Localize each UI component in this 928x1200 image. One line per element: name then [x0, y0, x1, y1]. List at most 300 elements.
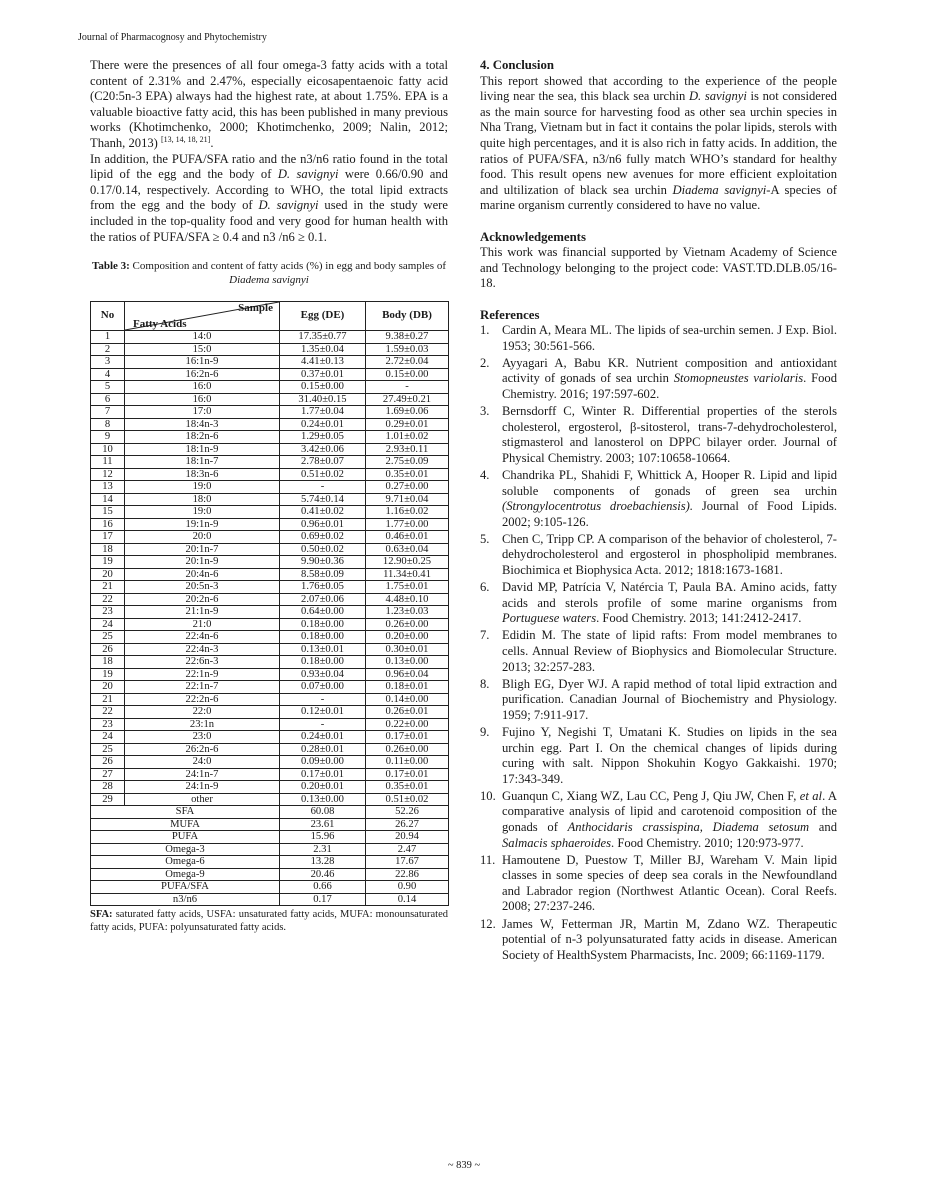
row-no: 1	[91, 331, 125, 344]
row-no: 12	[91, 468, 125, 481]
row-egg-value: -	[280, 481, 366, 494]
summary-egg-value: 13.28	[280, 856, 366, 869]
paragraph-ratios-text-c: used in the study were included in the top-quality food and very good for human health with the ratios of PUFA/SFA ≥ 0.4 and n3 /n6 ≥ 0.1.	[90, 198, 448, 244]
citation-superscript: [13, 14, 18, 21]	[161, 134, 211, 144]
summary-egg-value: 23.61	[280, 818, 366, 831]
reference-italic: Anthocidaris crassispina, Diadema setosum	[567, 820, 810, 834]
row-body-value: 0.96±0.04	[366, 668, 449, 681]
table-row	[91, 618, 449, 631]
row-no: 4	[91, 368, 125, 381]
reference-item	[480, 628, 837, 675]
row-no: 9	[91, 431, 125, 444]
row-egg-value: 0.64±0.00	[280, 606, 366, 619]
row-body-value: 0.14±0.00	[366, 693, 449, 706]
row-fatty-acid: 22:1n-9	[125, 668, 280, 681]
row-egg-value: 0.18±0.00	[280, 631, 366, 644]
reference-number: 10.	[480, 788, 496, 803]
reference-text	[502, 789, 837, 851]
row-egg-value: 4.41±0.13	[280, 356, 366, 369]
summary-row	[91, 831, 449, 844]
footnote-text: saturated fatty acids, USFA: unsaturated fatty acids, MUFA: monounsaturated fatty acids, PUFA: polyunsaturated fatty acids.	[90, 909, 448, 934]
table-body	[91, 331, 449, 906]
reference-text	[502, 532, 837, 579]
summary-row	[91, 893, 449, 906]
row-body-value: 1.77±0.00	[366, 518, 449, 531]
reference-italic: (Strongylocentrotus droebachiensis).	[502, 499, 694, 514]
header-body: Body (DB)	[366, 302, 449, 331]
row-fatty-acid: 19:0	[125, 481, 280, 494]
row-body-value: -	[366, 381, 449, 394]
reference-segment: Journal of Food Lipids. 2002; 9:105-126.	[502, 499, 837, 529]
row-no: 14	[91, 493, 125, 506]
row-fatty-acid: 22:4n-3	[125, 643, 280, 656]
row-body-value: 0.35±0.01	[366, 781, 449, 794]
paragraph-omega3-end: .	[210, 135, 214, 150]
reference-text	[502, 323, 837, 354]
reference-text	[502, 628, 837, 675]
row-no: 25	[91, 743, 125, 756]
row-body-value: 27.49±0.21	[366, 393, 449, 406]
table-row	[91, 556, 449, 569]
row-no: 28	[91, 781, 125, 794]
table-row	[91, 693, 449, 706]
reference-item	[480, 580, 837, 627]
reference-text	[502, 468, 837, 530]
summary-egg-value: 60.08	[280, 806, 366, 819]
row-egg-value: 8.58±0.09	[280, 568, 366, 581]
species-name: D. savignyi	[688, 89, 747, 104]
row-body-value: 0.17±0.01	[366, 731, 449, 744]
row-egg-value: 0.09±0.00	[280, 756, 366, 769]
row-body-value: 1.23±0.03	[366, 606, 449, 619]
row-no: 22	[91, 593, 125, 606]
row-egg-value: 0.15±0.00	[280, 381, 366, 394]
reference-segment: Ayyagari A, Babu KR. Nutrient composition and antioxidant activity of gonads of sea urchin	[502, 355, 837, 386]
reference-segment: . Food Chemistry. 2010; 120:973-977.	[611, 835, 804, 850]
reference-text	[502, 853, 837, 915]
row-body-value: 0.13±0.00	[366, 656, 449, 669]
row-fatty-acid: 22:0	[125, 706, 280, 719]
row-fatty-acid: 18:1n-7	[125, 456, 280, 469]
table-row	[91, 443, 449, 456]
reference-segment: Bligh EG, Dyer WJ. A rapid method of total lipid extraction and purification. Canadian Journal of Biochemistry and Physiology. 1959; 7:911-917.	[502, 676, 837, 722]
row-egg-value: -	[280, 693, 366, 706]
row-egg-value: -	[280, 718, 366, 731]
row-fatty-acid: 18:4n-3	[125, 418, 280, 431]
reference-item	[480, 404, 837, 466]
conclusion-text-a: This report showed that according to the experience of the people living near the sea, this black sea urchin	[480, 73, 837, 104]
row-no: 26	[91, 756, 125, 769]
reference-italic: Portuguese waters	[502, 611, 597, 626]
row-egg-value: 0.18±0.00	[280, 618, 366, 631]
row-fatty-acid: 21:1n-9	[125, 606, 280, 619]
row-fatty-acid: 22:1n-7	[125, 681, 280, 694]
row-fatty-acid: 16:0	[125, 381, 280, 394]
row-fatty-acid: 20:0	[125, 531, 280, 544]
paragraph-ratios	[90, 152, 448, 246]
row-body-value: 2.75±0.09	[366, 456, 449, 469]
reference-item	[480, 789, 837, 851]
paragraph-omega3-text: There were the presences of all four omega-3 fatty acids with a total content of 2.31% and 2.47%, especially eicosapentaenoic fatty acid (C20:5n-3 EPA) always had the highest rate, at about 1.75%. EPA is a valuable bioactive fatty acid, this has been published in many previous works (Khotimchenko, 2000; Khotimchenko, 2009; Nalin, 2012; Thanh, 2013)	[90, 58, 448, 150]
table-caption-species: Diadema savignyi	[229, 274, 309, 287]
summary-body-value: 0.90	[366, 881, 449, 894]
row-body-value: 1.16±0.02	[366, 506, 449, 519]
table-row	[91, 456, 449, 469]
row-egg-value: 0.28±0.01	[280, 743, 366, 756]
row-no: 8	[91, 418, 125, 431]
table-row	[91, 643, 449, 656]
row-egg-value: 0.51±0.02	[280, 468, 366, 481]
row-no: 17	[91, 531, 125, 544]
summary-body-value: 2.47	[366, 843, 449, 856]
row-no: 24	[91, 618, 125, 631]
row-no: 25	[91, 631, 125, 644]
row-fatty-acid: 18:1n-9	[125, 443, 280, 456]
summary-label: SFA	[91, 806, 280, 819]
row-no: 19	[91, 668, 125, 681]
summary-body-value: 52.26	[366, 806, 449, 819]
row-egg-value: 1.77±0.04	[280, 406, 366, 419]
reference-text	[502, 356, 837, 403]
row-no: 15	[91, 506, 125, 519]
reference-italic: et al	[799, 788, 823, 803]
row-egg-value: 0.17±0.01	[280, 768, 366, 781]
table-row	[91, 756, 449, 769]
summary-body-value: 22.86	[366, 868, 449, 881]
row-fatty-acid: 24:0	[125, 756, 280, 769]
row-fatty-acid: 24:1n-9	[125, 781, 280, 794]
summary-row	[91, 818, 449, 831]
summary-label: n3/n6	[91, 893, 280, 906]
table-row	[91, 581, 449, 594]
table-caption-label: Table 3:	[92, 260, 130, 273]
reference-text	[502, 725, 837, 787]
row-body-value: 0.30±0.01	[366, 643, 449, 656]
row-egg-value: 0.13±0.00	[280, 793, 366, 806]
acknowledgements-text: This work was financial supported by Vietnam Academy of Science and Technology belonging to the project code: VAST.TD.DLB.05/16-18.	[480, 245, 837, 291]
reference-text	[502, 677, 837, 724]
row-body-value: 9.38±0.27	[366, 331, 449, 344]
row-no: 18	[91, 656, 125, 669]
paragraph-omega3	[90, 58, 448, 152]
table-caption-text: Composition and content of fatty acids (%) in egg and body samples of	[129, 260, 446, 273]
row-body-value: 1.59±0.03	[366, 343, 449, 356]
reference-segment: David MP, Patrícia V, Natércia T, Paula BA. Amino acids, fatty acids and sterols profile of some marine organisms from	[502, 580, 837, 610]
row-body-value: 0.51±0.02	[366, 793, 449, 806]
row-fatty-acid: other	[125, 793, 280, 806]
row-egg-value: 0.69±0.02	[280, 531, 366, 544]
summary-label: Omega-6	[91, 856, 280, 869]
row-egg-value: 0.18±0.00	[280, 656, 366, 669]
conclusion-paragraph	[480, 74, 837, 214]
table-row	[91, 531, 449, 544]
row-fatty-acid: 23:1n	[125, 718, 280, 731]
reference-number: 7.	[480, 628, 490, 643]
row-fatty-acid: 21:0	[125, 618, 280, 631]
row-no: 22	[91, 706, 125, 719]
reference-number: 2.	[480, 355, 490, 370]
references-heading: References	[480, 307, 540, 322]
row-egg-value: 1.76±0.05	[280, 581, 366, 594]
reference-item	[480, 468, 837, 530]
row-body-value: 12.90±0.25	[366, 556, 449, 569]
reference-number: 11.	[480, 852, 496, 867]
row-egg-value: 2.07±0.06	[280, 593, 366, 606]
table-row	[91, 718, 449, 731]
summary-egg-value: 15.96	[280, 831, 366, 844]
summary-egg-value: 0.17	[280, 893, 366, 906]
row-egg-value: 0.13±0.01	[280, 643, 366, 656]
table-row	[91, 781, 449, 794]
row-body-value: 0.20±0.00	[366, 631, 449, 644]
table-row	[91, 706, 449, 719]
row-no: 27	[91, 768, 125, 781]
row-fatty-acid: 23:0	[125, 731, 280, 744]
row-body-value: 0.11±0.00	[366, 756, 449, 769]
row-fatty-acid: 16:1n-9	[125, 356, 280, 369]
table-row	[91, 493, 449, 506]
reference-number: 6.	[480, 580, 490, 595]
table-footnote	[90, 908, 448, 934]
table-row	[91, 656, 449, 669]
row-no: 11	[91, 456, 125, 469]
row-no: 3	[91, 356, 125, 369]
species-name: Diadema savignyi	[672, 182, 767, 197]
row-body-value: 0.15±0.00	[366, 368, 449, 381]
summary-body-value: 20.94	[366, 831, 449, 844]
reference-item	[480, 323, 837, 354]
row-fatty-acid: 20:4n-6	[125, 568, 280, 581]
conclusion-text-c: -A species of marine organism currently considered to have no value.	[480, 182, 837, 213]
row-no: 21	[91, 581, 125, 594]
row-no: 7	[91, 406, 125, 419]
table-row	[91, 668, 449, 681]
page-number: ~ 839 ~	[447, 1160, 481, 1171]
summary-body-value: 17.67	[366, 856, 449, 869]
header-sample: Sample	[238, 302, 273, 315]
reference-number: 5.	[480, 531, 490, 546]
row-body-value: 0.22±0.00	[366, 718, 449, 731]
header-sample-fatty-acids	[125, 302, 280, 331]
table-row	[91, 381, 449, 394]
table-row	[91, 431, 449, 444]
species-name: D. savignyi	[277, 167, 339, 182]
row-fatty-acid: 24:1n-7	[125, 768, 280, 781]
row-body-value: 0.35±0.01	[366, 468, 449, 481]
row-no: 13	[91, 481, 125, 494]
row-no: 5	[91, 381, 125, 394]
reference-italic: Salmacis sphaeroides	[502, 835, 612, 850]
fatty-acids-table	[90, 301, 449, 906]
row-no: 23	[91, 606, 125, 619]
row-no: 24	[91, 731, 125, 744]
right-column	[480, 58, 837, 965]
row-egg-value: 1.29±0.05	[280, 431, 366, 444]
reference-segment: Hamoutene D, Puestow T, Miller BJ, Wareham V. Main lipid classes in some species of deep sea corals in the Newfoundland and Labrador region (Northwest Atlantic Ocean). Coral Reefs. 2008; 27:237-246.	[502, 852, 837, 914]
table-row	[91, 468, 449, 481]
reference-segment: Chen C, Tripp CP. A comparison of the behavior of cholesterol, 7- dehydrocholesterol and ergosterol in phospholipid membranes. Biochimica et Biophysica Acta. 2012; 1818:1673-1681.	[502, 531, 837, 577]
table-row	[91, 606, 449, 619]
reference-segment: Bernsdorff C, Winter R. Differential properties of the sterols cholesterol, ergosterol, β-sitosterol, trans-7-dehydrocholesterol, stigmasterol and lanosterol on DPPC bilayer order. Journal of Physical Chemistry. 2003; 107:10658-10664.	[502, 404, 837, 465]
row-no: 21	[91, 693, 125, 706]
row-body-value: 4.48±0.10	[366, 593, 449, 606]
reference-segment: Chandrika PL, Shahidi F, Whittick A, Hooper R. Lipid and lipid soluble components of gonads of green sea urchin	[502, 467, 837, 498]
table-row	[91, 406, 449, 419]
conclusion-text-b: is not considered as the main source for harvesting food as other sea urchin species in Nha Trang, Vietnam but in fact it contains the polar lipids, sterols with quite high percentages, and it is also rich in fatty acids. In addition, the ratios of PUFA/SFA, n3/n6 fully match WHO’s standard for healthy food. This result opens new avenues for more efficient exploitation and ultilization of black sea urchin	[480, 89, 837, 197]
table-row	[91, 368, 449, 381]
table-caption	[90, 259, 448, 287]
row-fatty-acid: 20:1n-9	[125, 556, 280, 569]
row-egg-value: 17.35±0.77	[280, 331, 366, 344]
table-header-row	[91, 302, 449, 331]
row-fatty-acid: 19:0	[125, 506, 280, 519]
table-row	[91, 793, 449, 806]
table-row	[91, 743, 449, 756]
row-egg-value: 0.50±0.02	[280, 543, 366, 556]
row-body-value: 0.46±0.01	[366, 531, 449, 544]
reference-item	[480, 917, 837, 964]
row-no: 20	[91, 568, 125, 581]
reference-segment: Fujino Y, Negishi T, Umatani K. Studies on lipids in the sea urchin egg. Part I. On the chemical changes of lipids during curing with salt. Nippon Shokuhin Kogyo Gakkaishi. 1970; 17:343-349.	[502, 724, 837, 786]
row-body-value: 0.26±0.00	[366, 618, 449, 631]
row-body-value: 2.72±0.04	[366, 356, 449, 369]
table-row	[91, 631, 449, 644]
row-no: 23	[91, 718, 125, 731]
reference-segment: Guanqun C, Xiang WZ, Lau CC, Peng J, Qiu JW, Chen F,	[502, 788, 800, 803]
reference-segment: . Food Chemistry. 2016; 197:597-602.	[502, 371, 838, 401]
table-row	[91, 681, 449, 694]
row-egg-value: 0.93±0.04	[280, 668, 366, 681]
summary-label: MUFA	[91, 818, 280, 831]
table-row	[91, 356, 449, 369]
reference-segment: and	[809, 820, 837, 834]
header-fatty-acids: Fatty Acids	[133, 317, 187, 330]
row-egg-value: 0.41±0.02	[280, 506, 366, 519]
reference-italic: Stomopneustes variolaris	[673, 371, 804, 386]
header-egg: Egg (DE)	[280, 302, 366, 331]
reference-number: 3.	[480, 404, 490, 419]
summary-row	[91, 806, 449, 819]
reference-segment: Edidin M. The state of lipid rafts: From model membranes to cells. Annual Review of Biophysics and Biomolecular Structure. 2013; 32:257-283.	[502, 628, 837, 674]
row-no: 19	[91, 556, 125, 569]
acknowledgements-heading: Acknowledgements	[480, 229, 586, 244]
table-row	[91, 343, 449, 356]
row-fatty-acid: 15:0	[125, 343, 280, 356]
header-no: No	[91, 302, 125, 331]
row-egg-value: 0.12±0.01	[280, 706, 366, 719]
reference-text	[502, 404, 837, 466]
summary-egg-value: 20.46	[280, 868, 366, 881]
row-body-value: 0.26±0.01	[366, 706, 449, 719]
row-fatty-acid: 22:4n-6	[125, 631, 280, 644]
row-egg-value: 5.74±0.14	[280, 493, 366, 506]
row-egg-value: 0.20±0.01	[280, 781, 366, 794]
reference-number: 12.	[480, 916, 496, 931]
reference-number: 8.	[480, 676, 490, 691]
reference-number: 4.	[480, 467, 490, 482]
table-row	[91, 731, 449, 744]
reference-segment: Cardin A, Meara ML. The lipids of sea-urchin semen. J Exp. Biol. 1953; 30:561-566.	[502, 323, 837, 353]
table-row	[91, 393, 449, 406]
journal-title: Journal of Pharmacognosy and Phytochemistry	[78, 32, 267, 43]
row-no: 16	[91, 518, 125, 531]
row-no: 6	[91, 393, 125, 406]
row-body-value: 0.18±0.01	[366, 681, 449, 694]
row-body-value: 0.63±0.04	[366, 543, 449, 556]
summary-row	[91, 843, 449, 856]
row-egg-value: 9.90±0.36	[280, 556, 366, 569]
row-fatty-acid: 14:0	[125, 331, 280, 344]
reference-number: 1.	[480, 323, 490, 338]
reference-segment: James W, Fetterman JR, Martin M, Zdano WZ. Therapeutic potential of n-3 polyunsaturated fatty acids in disease. American Society of HealthSystem Pharmacists, Inc. 2009; 66:1169-1179.	[502, 916, 837, 962]
row-body-value: 1.75±0.01	[366, 581, 449, 594]
row-body-value: 1.69±0.06	[366, 406, 449, 419]
reference-item	[480, 677, 837, 724]
row-fatty-acid: 16:2n-6	[125, 368, 280, 381]
row-no: 10	[91, 443, 125, 456]
table-row	[91, 481, 449, 494]
row-egg-value: 0.24±0.01	[280, 418, 366, 431]
conclusion-heading: 4. Conclusion	[480, 58, 554, 72]
row-fatty-acid: 26:2n-6	[125, 743, 280, 756]
row-body-value: 1.01±0.02	[366, 431, 449, 444]
row-body-value: 0.17±0.01	[366, 768, 449, 781]
summary-egg-value: 0.66	[280, 881, 366, 894]
reference-item	[480, 356, 837, 403]
row-body-value: 0.27±0.00	[366, 481, 449, 494]
row-egg-value: 31.40±0.15	[280, 393, 366, 406]
table-row	[91, 568, 449, 581]
summary-label: PUFA	[91, 831, 280, 844]
table-row	[91, 768, 449, 781]
row-no: 2	[91, 343, 125, 356]
references-list	[480, 323, 837, 963]
reference-text	[502, 580, 837, 627]
table-row	[91, 593, 449, 606]
reference-number: 9.	[480, 724, 490, 739]
row-fatty-acid: 18:0	[125, 493, 280, 506]
row-fatty-acid: 22:6n-3	[125, 656, 280, 669]
summary-body-value: 26.27	[366, 818, 449, 831]
summary-label: Omega-3	[91, 843, 280, 856]
summary-row	[91, 868, 449, 881]
row-egg-value: 0.96±0.01	[280, 518, 366, 531]
reference-text	[502, 917, 837, 964]
row-egg-value: 0.07±0.00	[280, 681, 366, 694]
summary-row	[91, 856, 449, 869]
row-no: 18	[91, 543, 125, 556]
reference-item	[480, 853, 837, 915]
row-egg-value: 3.42±0.06	[280, 443, 366, 456]
table-row	[91, 331, 449, 344]
paragraph-ratios-text-a: In addition, the PUFA/SFA ratio and the n3/n6 ratio found in the total lipid of the egg and the body of	[90, 151, 448, 182]
table-row	[91, 518, 449, 531]
summary-egg-value: 2.31	[280, 843, 366, 856]
row-fatty-acid: 20:2n-6	[125, 593, 280, 606]
row-no: 29	[91, 793, 125, 806]
summary-label: Omega-9	[91, 868, 280, 881]
table-row	[91, 506, 449, 519]
table-row	[91, 418, 449, 431]
reference-item	[480, 532, 837, 579]
row-body-value: 9.71±0.04	[366, 493, 449, 506]
row-egg-value: 0.24±0.01	[280, 731, 366, 744]
row-fatty-acid: 17:0	[125, 406, 280, 419]
table-row	[91, 543, 449, 556]
paragraph-ratios-text-b: were 0.66/0.90 and 0.17/0.14, respectively. According to WHO, the total lipid extracts from the egg and the body of	[90, 167, 448, 213]
row-fatty-acid: 18:3n-6	[125, 468, 280, 481]
row-body-value: 2.93±0.11	[366, 443, 449, 456]
